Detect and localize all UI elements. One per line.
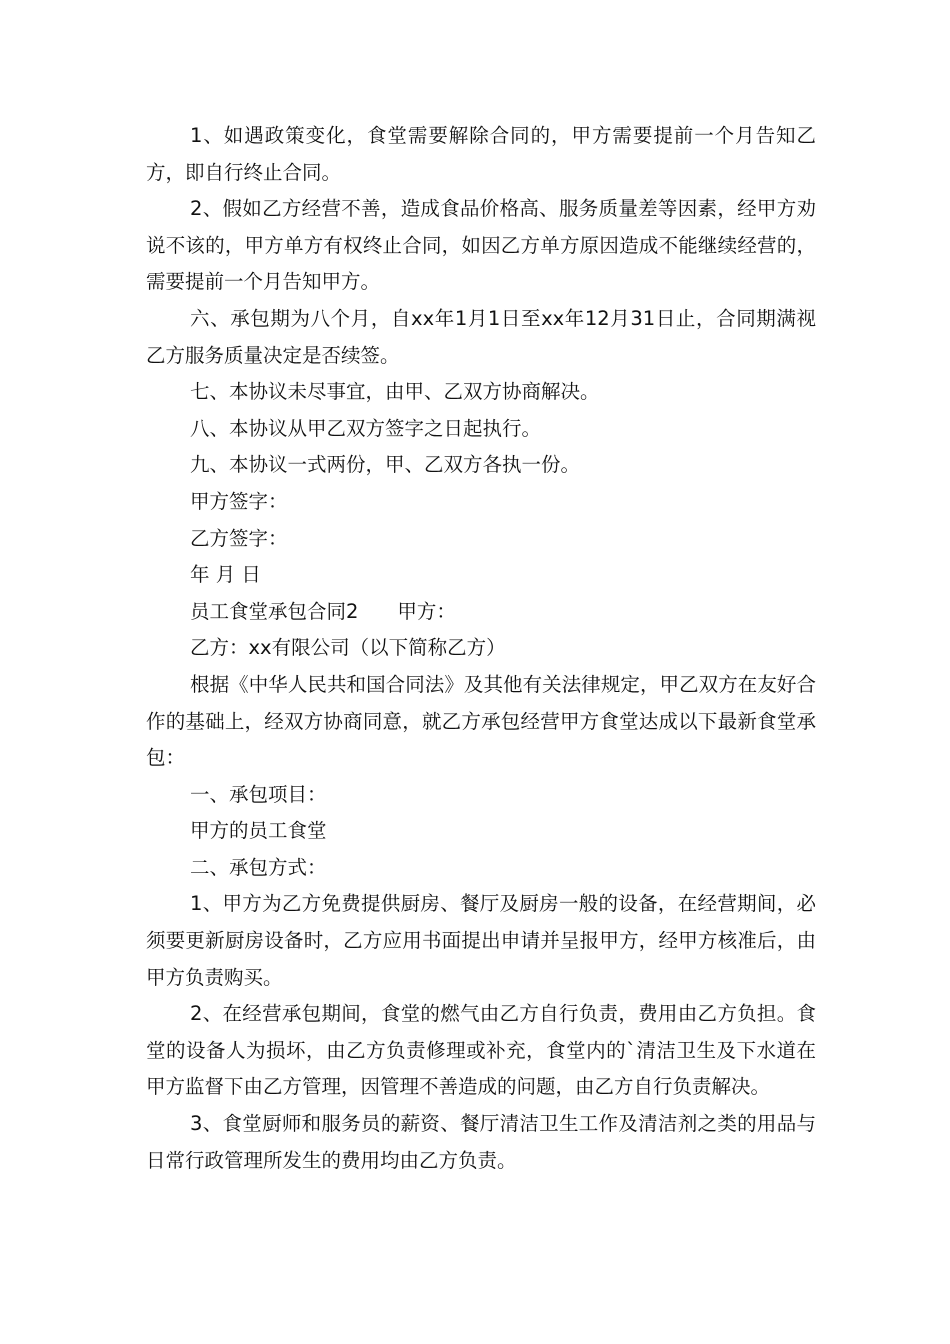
document-body [146,118,816,1179]
paragraph-item-9: 九、本协议一式两份，甲、乙双方各执一份。 [190,453,581,477]
project-description: 甲方的员工食堂 [190,819,327,843]
party-b-signature: 乙方签字： [190,526,288,550]
section-heading-project: 一、承包项目： [190,782,327,806]
party-a-signature: 甲方签字： [190,489,288,513]
method-clause-3: 3、食堂厨师和服务员的薪资、餐厅清洁卫生工作及清洁剂之类的用品与日常行政管理所发生的费用均由乙方负责。 [146,1112,816,1172]
paragraph-preamble: 根据《中华人民共和国合同法》及其他有关法律规定，甲乙双方在友好合作的基础上，经双方协商同意，就乙方承包经营甲方食堂达成以下最新食堂承包： [146,672,816,770]
paragraph-clause-1: 1、如遇政策变化，食堂需要解除合同的，甲方需要提前一个月告知乙方，即自行终止合同。 [146,124,816,184]
paragraph-term: 六、承包期为八个月，自xx年1月1日至xx年12月31日止，合同期满视乙方服务质量决定是否续签。 [146,306,816,367]
contract-2-title: 员工食堂承包合同2 甲方： [190,599,456,623]
paragraph-clause-2: 2、假如乙方经营不善，造成食品价格高、服务质量差等因素，经甲方劝说不该的，甲方单方有权终止合同，如因乙方单方原因造成不能继续经营的，需要提前一个月告知甲方。 [146,197,816,294]
method-clause-1: 1、甲方为乙方免费提供厨房、餐厅及厨房一般的设备，在经营期间，必须要更新厨房设备时，乙方应用书面提出申请并呈报甲方，经甲方核准后，由甲方负责购买。 [146,892,816,989]
party-b-line: 乙方：xx有限公司（以下简称乙方） [190,636,506,660]
paragraph-item-7: 七、本协议未尽事宜，由甲、乙双方协商解决。 [190,380,600,404]
section-heading-method: 二、承包方式： [190,855,327,879]
paragraph-item-8: 八、本协议从甲乙双方签字之日起执行。 [190,416,542,440]
method-clause-2: 2、在经营承包期间，食堂的燃气由乙方自行负责，费用由乙方负担。食堂的设备人为损坏，由乙方负责修理或补充，食堂内的`清洁卫生及下水道在甲方监督下由乙方管理，因管理不善造成的问题，由乙方自行负责解决。 [146,1002,816,1099]
signature-date: 年 月 日 [190,563,261,587]
